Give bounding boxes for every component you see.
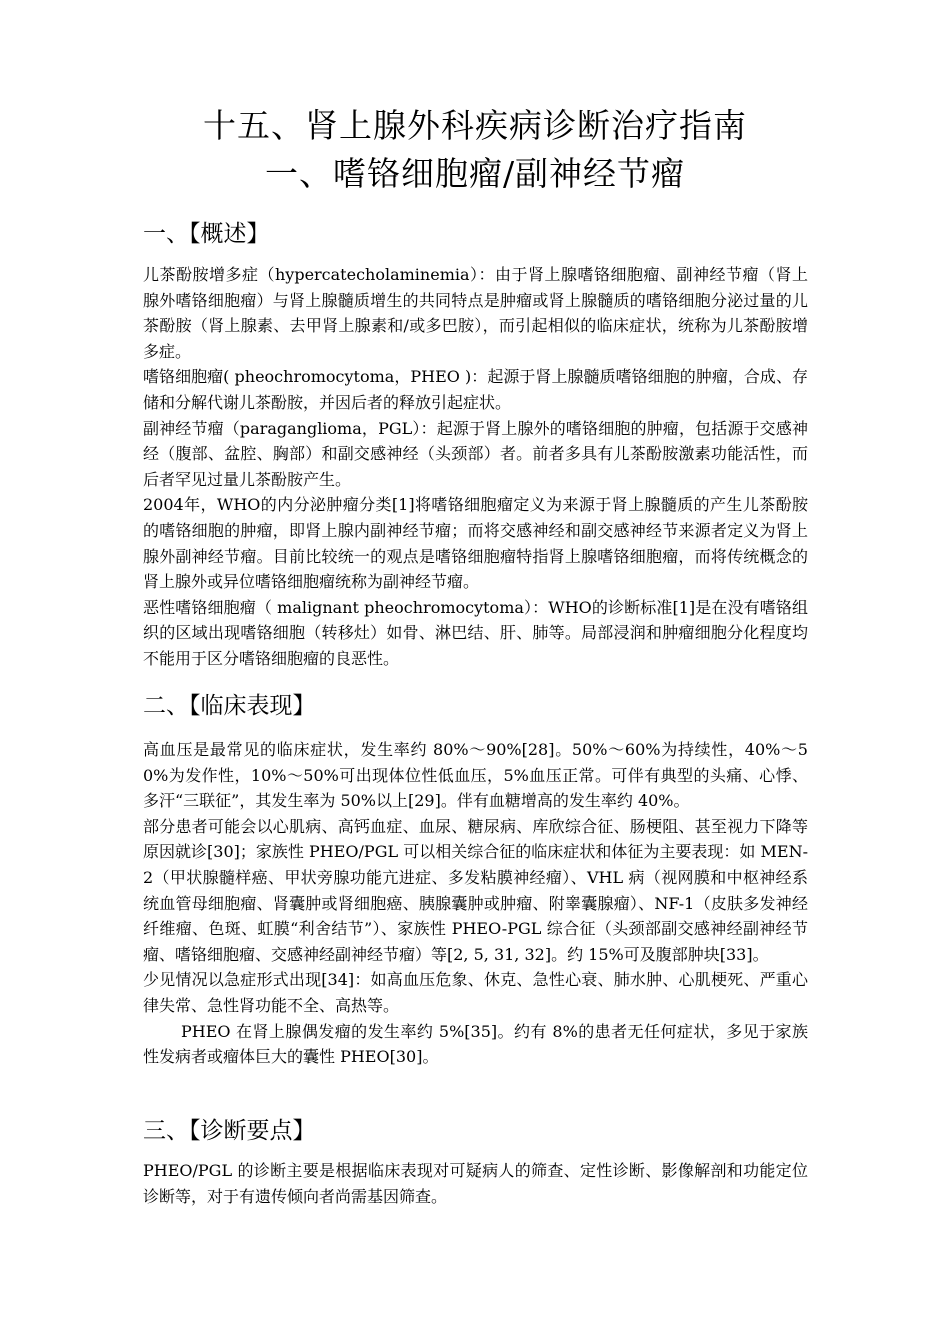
paragraph: 高血压是最常见的临床症状，发生率约 80%～90%[28]。50%～60%为持续性，40%～50%为发作性，10%～50%可出现体位性低血压，5%血压正常。可伴有典型的头痛、心悸、多汗“三联征”，其发生率为 50%以上[29]。伴有血糖增高的发生率约 40%。 — [143, 740, 808, 811]
paragraph: PHEO 在肾上腺偶发瘤的发生率约 5%[35]。约有 8%的患者无任何症状，多见于家族性发病者或瘤体巨大的囊性 PHEO[30]。 — [143, 1021, 808, 1067]
section-heading-overview: 一、【概述】 — [143, 221, 270, 247]
section-body-clinical — [143, 737, 808, 1070]
section-heading-diagnosis: 三、【诊断要点】 — [143, 1118, 316, 1144]
paragraph: 儿茶酚胺增多症（hypercatecholaminemia）：由于肾上腺嗜铬细胞瘤、副神经节瘤（肾上腺外嗜铬细胞瘤）与肾上腺髓质增生的共同特点是肿瘤或肾上腺髓质的嗜铬细胞分泌过量的儿茶酚胺（肾上腺素、去甲肾上腺素和/或多巴胺），而引起相似的临床症状，统称为儿茶酚胺增多症。 — [143, 265, 808, 361]
section-body-diagnosis — [143, 1158, 808, 1209]
document-subtitle: 一、嗜铬细胞瘤/副神经节瘤 — [264, 154, 686, 193]
section-heading-clinical: 二、【临床表现】 — [143, 693, 316, 719]
paragraph: 嗜铬细胞瘤( pheochromocytoma，PHEO )：起源于肾上腺髓质嗜铬细胞的肿瘤，合成、存储和分解代谢儿茶酚胺，并因后者的释放引起症状。 — [143, 367, 808, 412]
paragraph: 部分患者可能会以心肌病、高钙血症、血尿、糖尿病、库欣综合征、肠梗阻、甚至视力下降等原因就诊[30]；家族性 PHEO/PGL 可以相关综合征的临床症状和体征为主要表现：如 MEN-2（甲状腺髓样癌、甲状旁腺功能亢进症、多发粘膜神经瘤）、VHL 病（视网膜和中枢神经系统血管母细胞瘤、肾囊肿或肾细胞癌、胰腺囊肿或肿瘤、附睾囊腺瘤）、NF-1（皮肤多发神经纤维瘤、色斑、虹膜“利舍结节”）、家族性 PHEO-PGL 综合征（头颈部副交感神经副神经节瘤、嗜铬细胞瘤、交感神经副神经节瘤）等[2, 5, 31, 32]。约 15%可及腹部肿块[33]。 — [143, 816, 808, 964]
paragraph: 2004年，WHO的内分泌肿瘤分类[1]将嗜铬细胞瘤定义为来源于肾上腺髓质的产生儿茶酚胺的嗜铬细胞的肿瘤，即肾上腺内副神经节瘤；而将交感神经和副交感神经节来源者定义为肾上腺外副神经节瘤。目前比较统一的观点是嗜铬细胞瘤特指肾上腺嗜铬细胞瘤，而将传统概念的肾上腺外或异位嗜铬细胞瘤统称为副神经节瘤。 — [143, 495, 808, 592]
document-title: 十五、肾上腺外科疾病诊断治疗指南 — [203, 106, 747, 145]
paragraph: 少见情况以急症形式出现[34]：如高血压危象、休克、急性心衰、肺水肿、心肌梗死、严重心律失常、急性肾功能不全、高热等。 — [143, 970, 808, 1015]
section-body-overview — [143, 262, 808, 672]
paragraph: 恶性嗜铬细胞瘤（ malignant pheochromocytoma）：WHO的诊断标准[1]是在没有嗜铬组织的区域出现嗜铬细胞（转移灶）如骨、淋巴结、肝、肺等。局部浸润和肿瘤细胞分化程度均不能用于区分嗜铬细胞瘤的良恶性。 — [143, 597, 808, 668]
paragraph: 副神经节瘤（paraganglioma，PGL）：起源于肾上腺外的嗜铬细胞的肿瘤，包括源于交感神经（腹部、盆腔、胸部）和副交感神经（头颈部）者。前者多具有儿茶酚胺激素功能活性，而后者罕见过量儿茶酚胺产生。 — [143, 418, 808, 489]
paragraph: PHEO/PGL 的诊断主要是根据临床表现对可疑病人的筛查、定性诊断、影像解剖和功能定位诊断等，对于有遗传倾向者尚需基因筛查。 — [143, 1161, 808, 1206]
